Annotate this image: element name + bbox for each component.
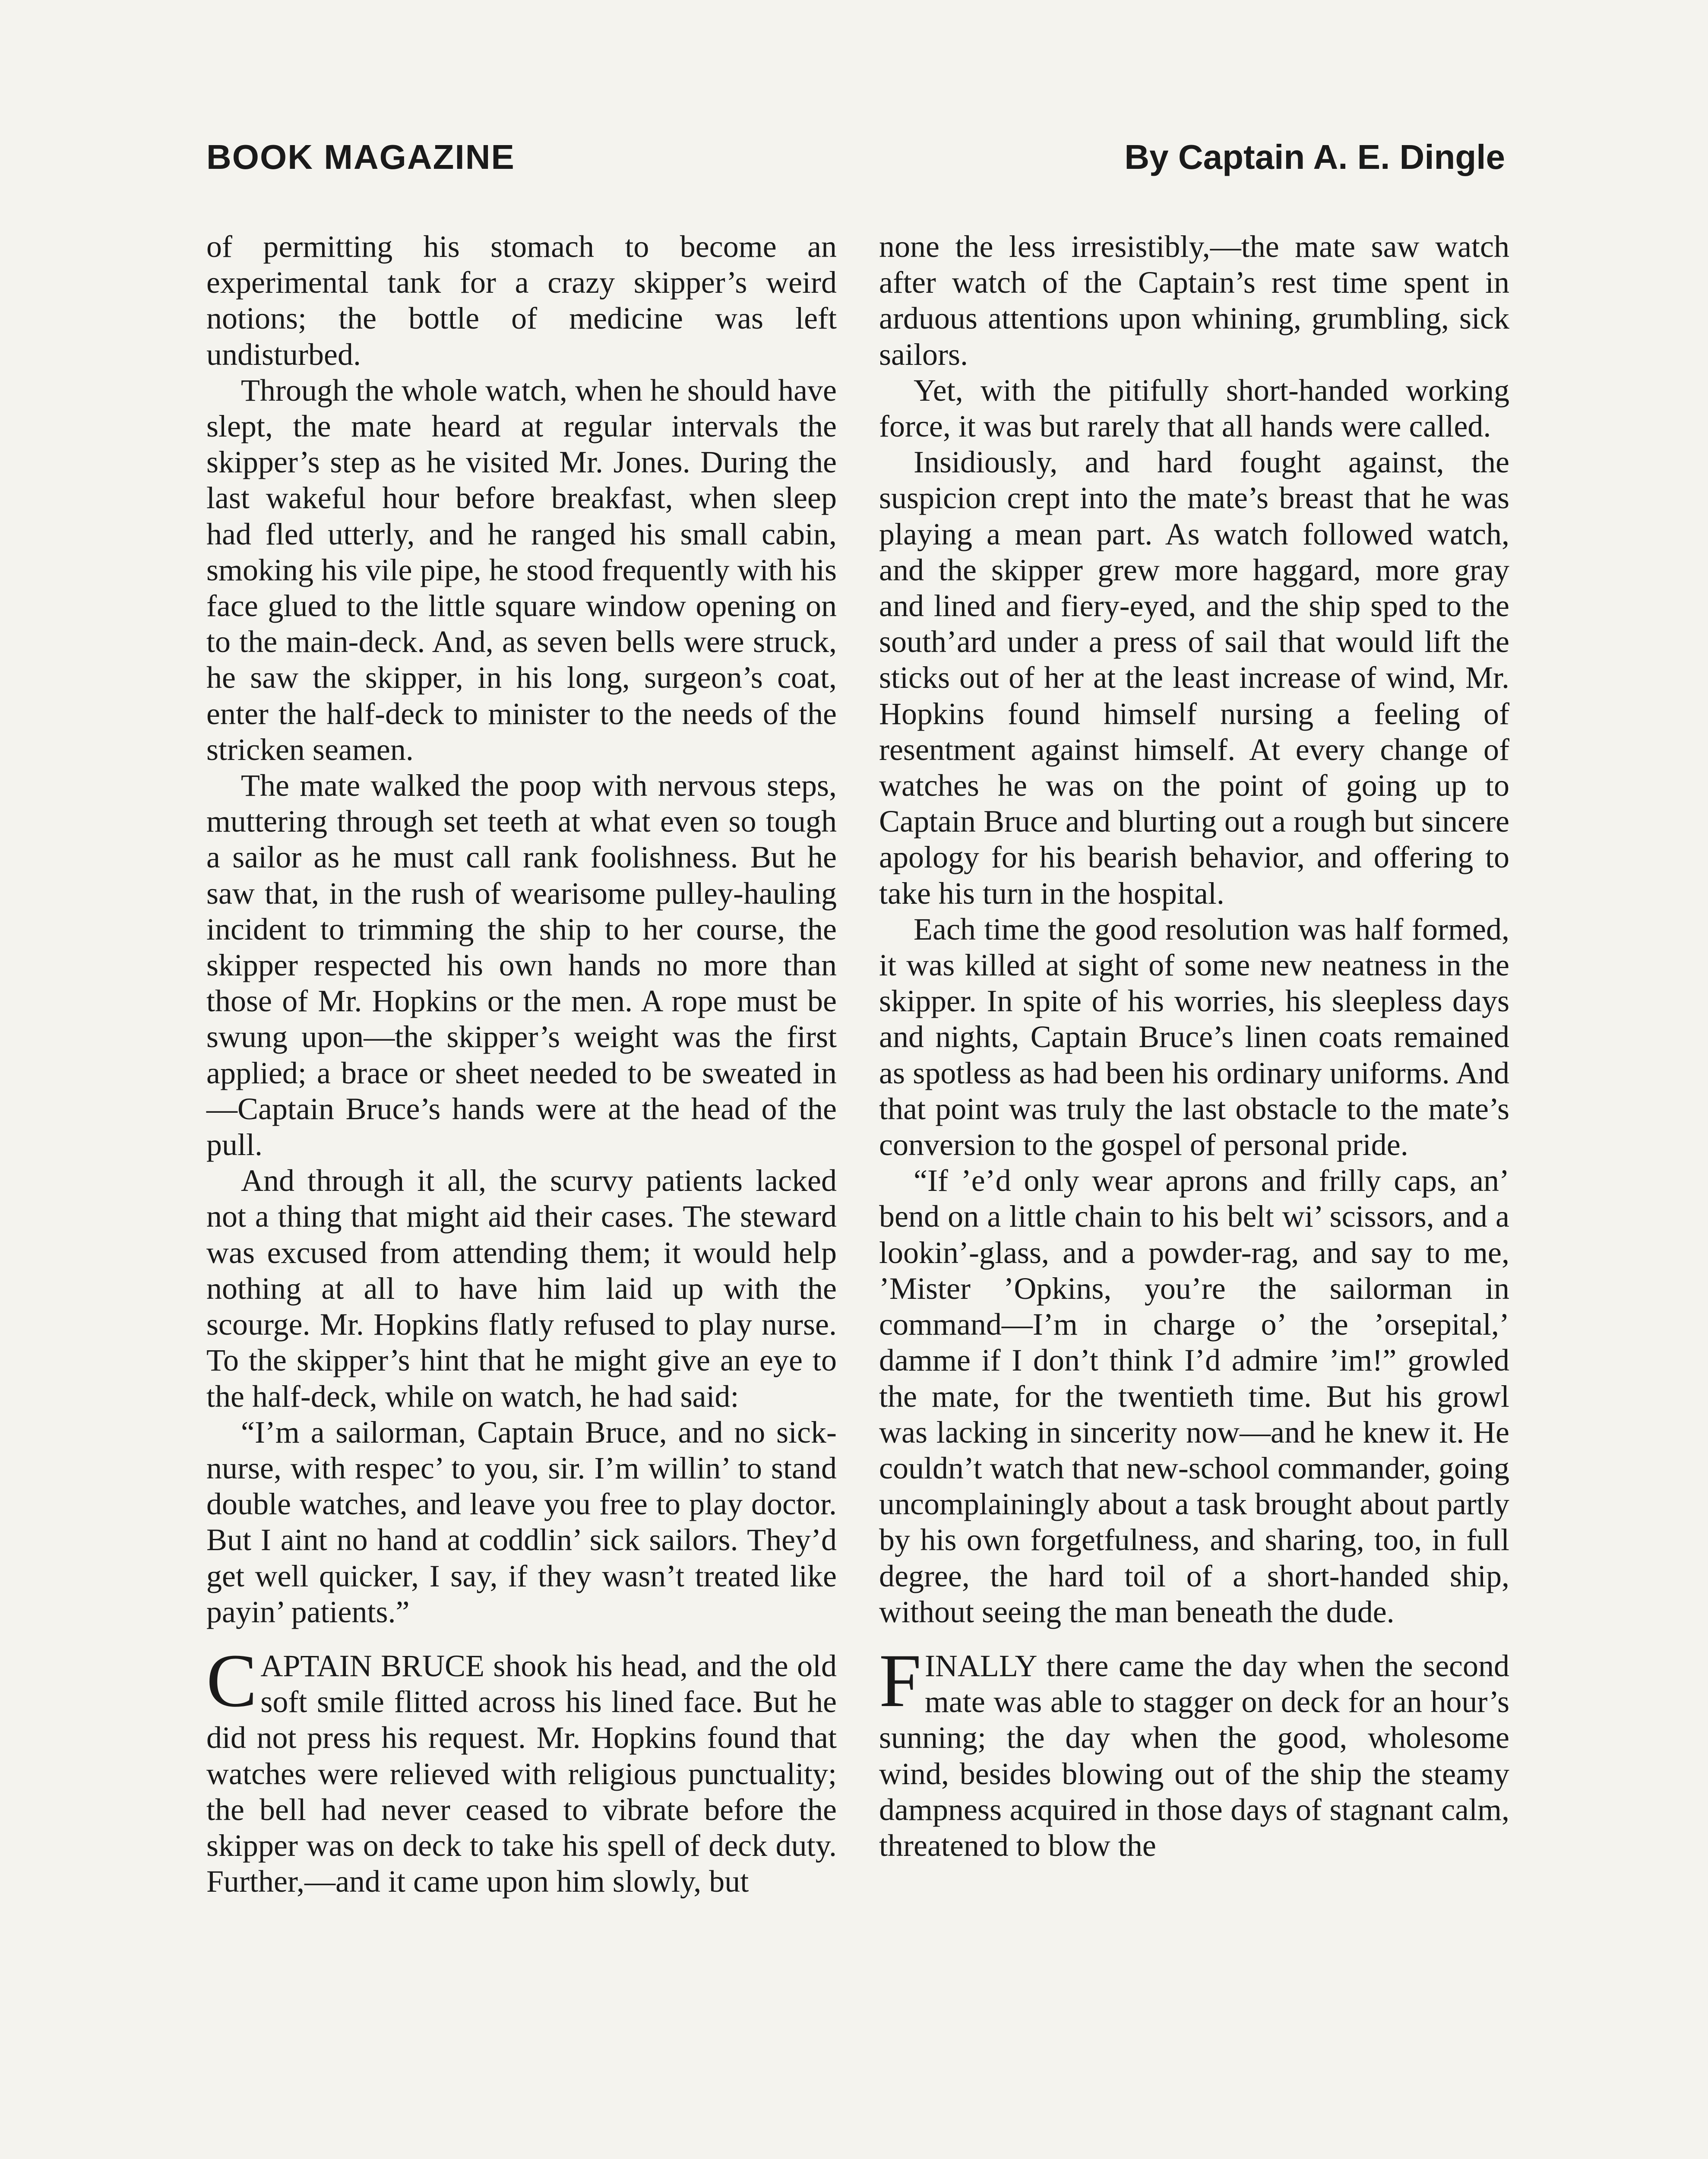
section-paragraph: [206, 1638, 837, 1899]
magazine-title: BOOK MAGAZINE: [206, 138, 515, 176]
paragraph: Each time the good resolution was half formed, it was killed at sight of some new neatness in the skipper. In spite of his worries, his sleepless days and nights, Captain Bruce’s linen coats remained as spotless as had been his ordinary uniforms. And that point was truly the last obstacle to the mate’s conversion to the gospel of personal pride.: [879, 912, 1509, 1162]
section-paragraph-text: APTAIN BRUCE shook his head, and the old soft smile flitted across his lined face. But he did not press his request. Mr. Hopkins found that watches were relieved with religious punctuality; the bell had never ceased to vibrate before the skipper was on deck to take his spell of deck duty. Further,—and it came upon him slowly, but: [206, 1648, 837, 1899]
paragraph: none the less irresistibly,—the mate saw watch after watch of the Captain’s rest time spent in arduous attentions upon whining, grumbling, sick sailors.: [879, 229, 1509, 372]
drop-cap: C: [206, 1638, 257, 1723]
right-column: [879, 229, 1509, 1864]
paragraph: of permitting his stomach to become an experimental tank for a crazy skipper’s weird notions; the bottle of medicine was left undisturbed.: [206, 229, 837, 372]
author-byline: By Captain A. E. Dingle: [1124, 138, 1505, 176]
section-paragraph: [879, 1638, 1509, 1864]
paragraph: Through the whole watch, when he should have slept, the mate heard at regular intervals the skipper’s step as he visited Mr. Jones. During the last wakeful hour before breakfast, when sleep had fled utterly, and he ranged his small cabin, smoking his vile pipe, he stood frequently with his face glued to the little square window opening on to the main-deck. And, as seven bells were struck, he saw the skipper, in his long, surgeon’s coat, enter the half-deck to minister to the needs of the stricken seamen.: [206, 373, 837, 767]
drop-cap: F: [879, 1638, 921, 1723]
left-column: [206, 229, 837, 1899]
paragraph: “I’m a sailorman, Captain Bruce, and no sick-nurse, with respec’ to you, sir. I’m willin’ to stand double watches, and leave you free to play doctor. But I aint no hand at coddlin’ sick sailors. They’d get well quicker, I say, if they wasn’t treated like payin’ patients.”: [206, 1415, 837, 1629]
paragraph: “If ’e’d only wear aprons and frilly caps, an’ bend on a little chain to his belt wi’ scissors, and a lookin’-glass, and a powder-rag, and say to me, ’Mister ’Opkins, you’re the sailorman in command—I’m in charge o’ the ’orsepital,’ damme if I don’t think I’d admire ’im!” growled the mate, for the twentieth time. But his growl was lacking in sincerity now—and he knew it. He couldn’t watch that new-school commander, going uncomplainingly about a task brought about partly by his own forgetfulness, and sharing, too, in full degree, the hard toil of a short-handed ship, without seeing the man beneath the dude.: [879, 1163, 1509, 1629]
paragraph: Yet, with the pitifully short-handed working force, it was but rarely that all hands were called.: [879, 373, 1509, 444]
paragraph: The mate walked the poop with nervous steps, muttering through set teeth at what even so tough a sailor as he must call rank foolishness. But he saw that, in the rush of wearisome pulley-hauling incident to trimming the ship to her course, the skipper respected his own hands no more than those of Mr. Hopkins or the men. A rope must be swung upon—the skipper’s weight was the first applied; a brace or sheet needed to be sweated in—Captain Bruce’s hands were at the head of the pull.: [206, 768, 837, 1162]
paragraph: Insidiously, and hard fought against, the suspicion crept into the mate’s breast that he was playing a mean part. As watch followed watch, and the skipper grew more haggard, more gray and lined and fiery-eyed, and the ship sped to the south’ard under a press of sail that would lift the sticks out of her at the least increase of wind, Mr. Hopkins found himself nursing a feeling of resentment against himself. At every change of watches he was on the point of going up to Captain Bruce and blurting out a rough but sincere apology for his bearish behavior, and offering to take his turn in the hospital.: [879, 445, 1509, 911]
section-paragraph-text: INALLY there came the day when the second mate was able to stagger on deck for an hour’s sunning; the day when the good, wholesome wind, besides blowing out of the ship the steamy dampness acquired in those days of stagnant calm, threatened to blow the: [879, 1648, 1509, 1863]
paragraph: And through it all, the scurvy patients lacked not a thing that might aid their cases. The steward was excused from attending them; it would help nothing at all to have him laid up with the scourge. Mr. Hopkins flatly refused to play nurse. To the skipper’s hint that he might give an eye to the half-deck, while on watch, he had said:: [206, 1163, 837, 1414]
